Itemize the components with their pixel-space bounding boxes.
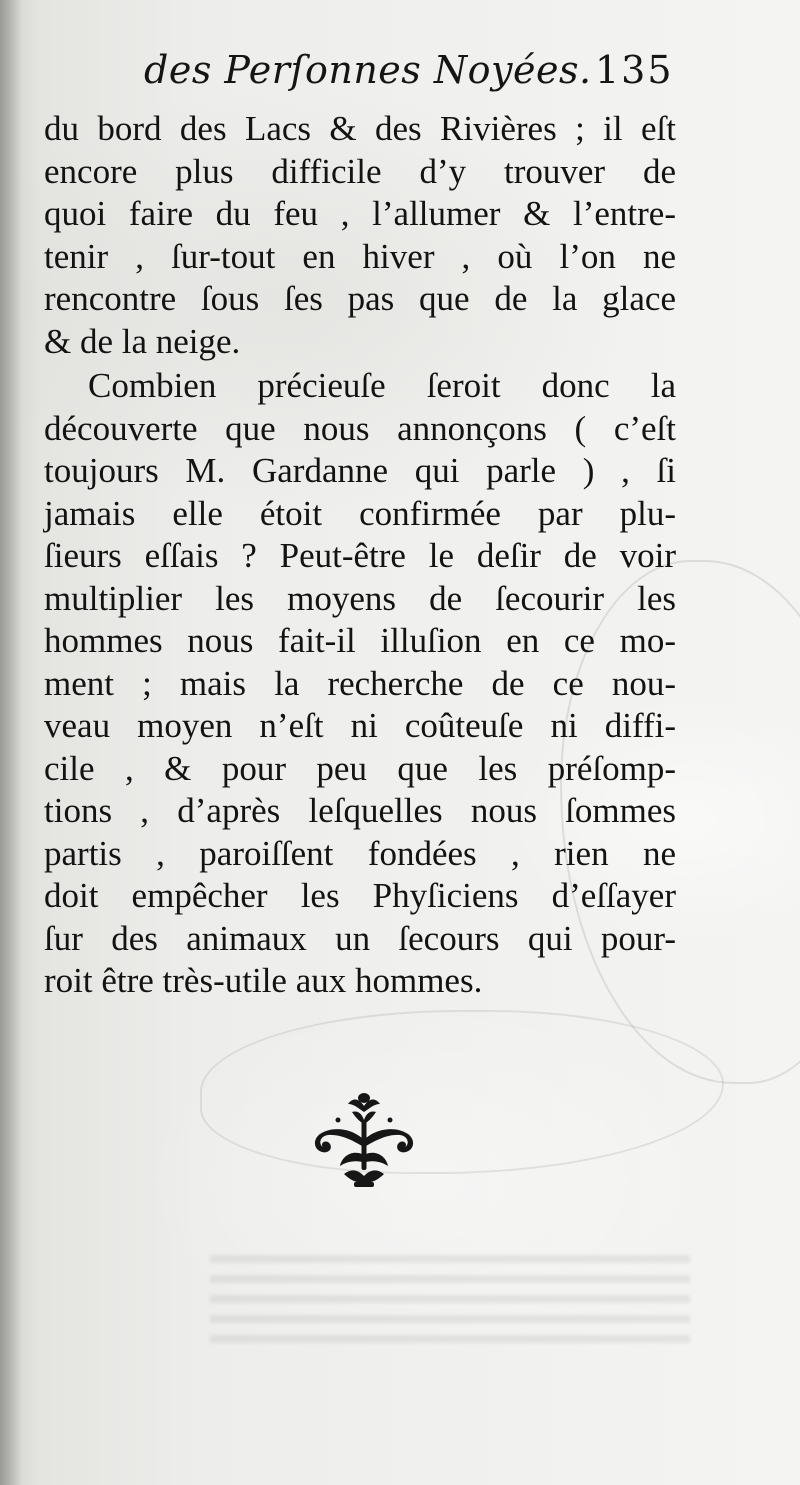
fleuron-ornament-icon bbox=[308, 1090, 420, 1190]
water-stain bbox=[200, 1010, 724, 1174]
text-line: tenir , ſur-tout en hiver , où l’on ne bbox=[44, 236, 676, 276]
text-line: veau moyen n’eſt ni coûteuſe ni diffi- bbox=[44, 706, 676, 745]
text-line: ment ; mais la recherche de ce nou- bbox=[44, 663, 676, 703]
text-line: doit empêcher les Phyſiciens d’eſſayer bbox=[44, 876, 676, 915]
text-line: jamais elle étoit confirmée par plu- bbox=[44, 493, 676, 533]
text-line: quoi faire du feu , l’allumer & l’entre- bbox=[44, 194, 676, 233]
text-line: du bord des Lacs & des Rivières ; il eſt bbox=[44, 109, 676, 148]
text-line: hommes nous fait-il illuſion en ce mo- bbox=[44, 621, 676, 660]
text-line: & de la neige. bbox=[44, 321, 241, 361]
show-through-text bbox=[210, 1255, 690, 1350]
text-line: multiplier les moyens de ſecourir les bbox=[44, 578, 676, 618]
text-line: roit être très-utile aux hommes. bbox=[44, 961, 483, 1000]
text-line: ſur des animaux un ſecours qui pour- bbox=[44, 918, 676, 958]
text-line: toujours M. Gardanne qui parle ) , ſi bbox=[44, 451, 676, 490]
text-line: Combien précieuſe ſeroit donc la bbox=[88, 366, 676, 405]
gutter-shadow bbox=[0, 0, 22, 1485]
text-line: encore plus difficile d’y trouver de bbox=[44, 151, 676, 191]
text-line: tions , d’après leſquelles nous ſommes bbox=[44, 791, 676, 830]
running-head-title: des Perſonnes Noyées. bbox=[144, 48, 592, 92]
page-number: 135 bbox=[595, 48, 674, 92]
text-line: partis , paroiſſent fondées , rien ne bbox=[44, 833, 676, 873]
running-head bbox=[40, 48, 680, 104]
text-line: ſieurs eſſais ? Peut-être le deſir de voir bbox=[44, 536, 676, 575]
text-line: découverte que nous annonçons ( c’eſt bbox=[44, 408, 676, 448]
text-line: rencontre ſous ſes pas que de la glace bbox=[44, 279, 676, 318]
text-line: cile , & pour peu que les préſomp- bbox=[44, 748, 676, 788]
body-text bbox=[44, 108, 676, 1003]
